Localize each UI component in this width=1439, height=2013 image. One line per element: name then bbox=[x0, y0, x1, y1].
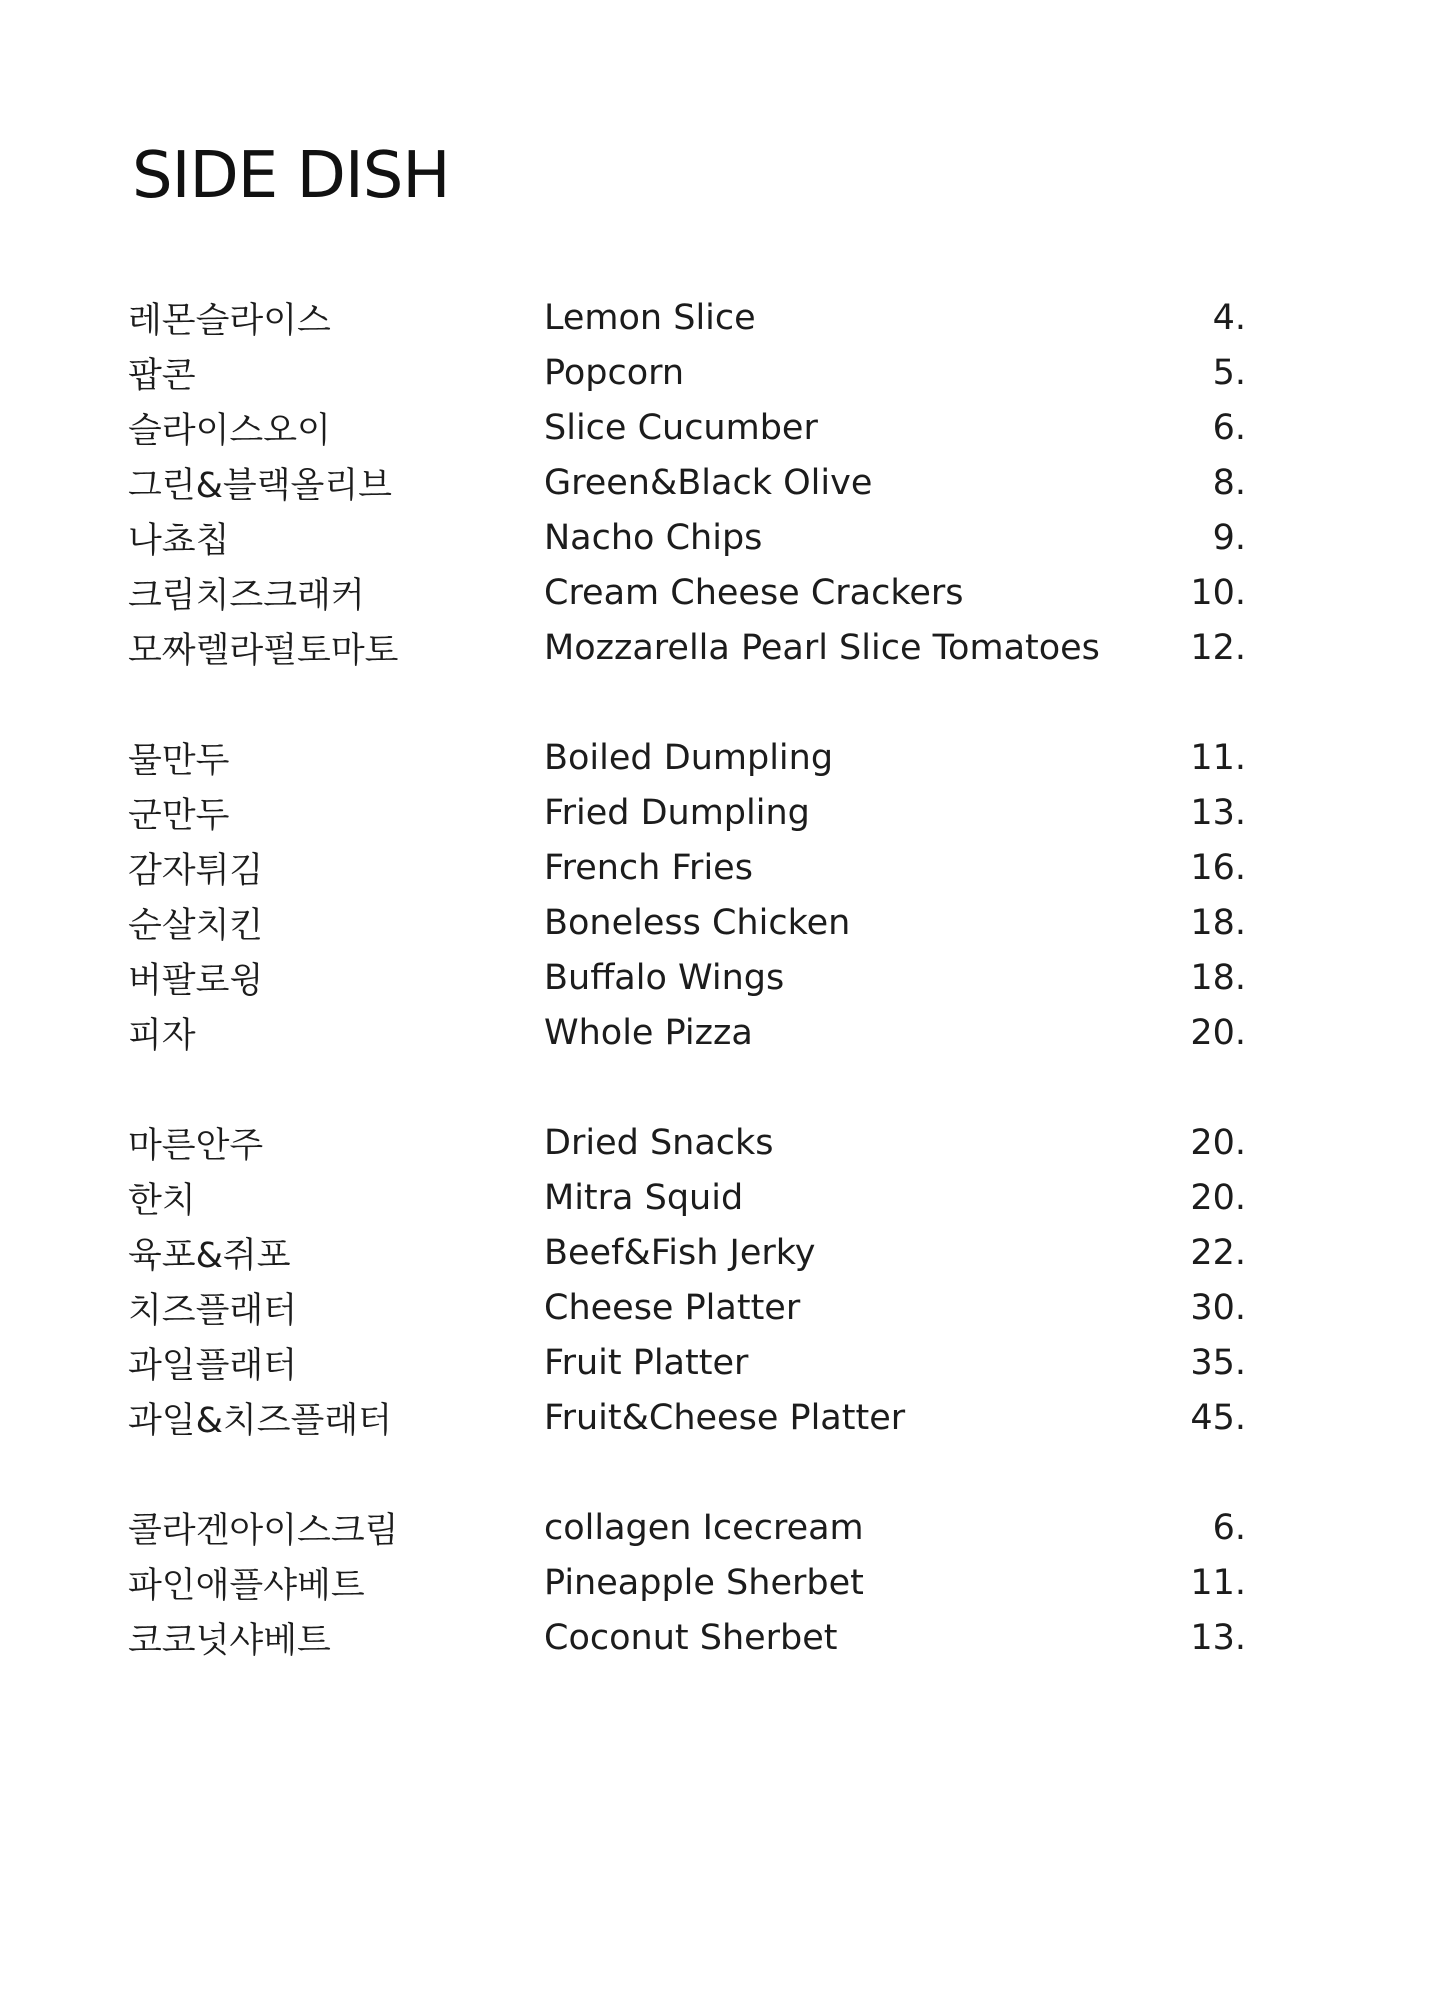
item-name-korean: 나쵸칩 bbox=[128, 520, 230, 561]
menu-list bbox=[128, 290, 1246, 1720]
menu-item bbox=[128, 1005, 1246, 1060]
item-price: 45. bbox=[1190, 1397, 1246, 1438]
menu-section bbox=[128, 1500, 1246, 1665]
item-price: 8. bbox=[1212, 462, 1246, 503]
menu-section bbox=[128, 290, 1246, 675]
menu-item bbox=[128, 565, 1246, 620]
item-name-english: Boiled Dumpling bbox=[544, 737, 834, 778]
item-price: 13. bbox=[1190, 1617, 1246, 1658]
menu-item bbox=[128, 1610, 1246, 1665]
menu-item bbox=[128, 510, 1246, 565]
menu-item bbox=[128, 785, 1246, 840]
item-name-korean: 그린&블랙올리브 bbox=[128, 465, 392, 506]
item-price: 18. bbox=[1190, 902, 1246, 943]
item-name-korean: 파인애플샤베트 bbox=[128, 1565, 365, 1606]
item-name-english: French Fries bbox=[544, 847, 753, 888]
item-name-english: Beef&Fish Jerky bbox=[544, 1232, 816, 1273]
item-name-korean: 팝콘 bbox=[128, 355, 196, 396]
item-price: 16. bbox=[1190, 847, 1246, 888]
item-name-english: Mitra Squid bbox=[544, 1177, 744, 1218]
menu-item bbox=[128, 1555, 1246, 1610]
item-price: 5. bbox=[1212, 352, 1246, 393]
item-name-english: Popcorn bbox=[544, 352, 685, 393]
item-name-english: Fruit&Cheese Platter bbox=[544, 1397, 906, 1438]
item-name-english: Dried Snacks bbox=[544, 1122, 774, 1163]
item-price: 20. bbox=[1190, 1177, 1246, 1218]
page-title: SIDE DISH bbox=[132, 139, 450, 213]
item-price: 20. bbox=[1190, 1122, 1246, 1163]
menu-item bbox=[128, 1225, 1246, 1280]
menu-item bbox=[128, 1170, 1246, 1225]
menu-item bbox=[128, 400, 1246, 455]
menu-item bbox=[128, 730, 1246, 785]
menu-item bbox=[128, 950, 1246, 1005]
item-name-english: Green&Black Olive bbox=[544, 462, 873, 503]
menu-item bbox=[128, 895, 1246, 950]
item-name-korean: 콜라겐아이스크림 bbox=[128, 1510, 399, 1551]
menu-section bbox=[128, 1115, 1246, 1445]
item-price: 11. bbox=[1190, 737, 1246, 778]
item-name-english: Fried Dumpling bbox=[544, 792, 810, 833]
item-price: 20. bbox=[1190, 1012, 1246, 1053]
item-price: 30. bbox=[1190, 1287, 1246, 1328]
item-price: 6. bbox=[1212, 1507, 1246, 1548]
item-name-english: Nacho Chips bbox=[544, 517, 763, 558]
item-name-korean: 치즈플래터 bbox=[128, 1290, 298, 1331]
item-price: 12. bbox=[1190, 627, 1246, 668]
item-name-korean: 슬라이스오이 bbox=[128, 410, 331, 451]
item-name-english: Cream Cheese Crackers bbox=[544, 572, 964, 613]
item-name-english: Whole Pizza bbox=[544, 1012, 753, 1053]
item-price: 22. bbox=[1190, 1232, 1246, 1273]
menu-item bbox=[128, 455, 1246, 510]
item-name-korean: 육포&쥐포 bbox=[128, 1235, 291, 1276]
item-name-english: Coconut Sherbet bbox=[544, 1617, 838, 1658]
item-name-english: Cheese Platter bbox=[544, 1287, 801, 1328]
item-name-korean: 마른안주 bbox=[128, 1125, 264, 1166]
item-name-korean: 피자 bbox=[128, 1015, 196, 1056]
menu-item bbox=[128, 1500, 1246, 1555]
menu-item bbox=[128, 1280, 1246, 1335]
item-name-korean: 버팔로윙 bbox=[128, 960, 264, 1001]
item-name-english: Lemon Slice bbox=[544, 297, 756, 338]
item-name-english: Mozzarella Pearl Slice Tomatoes bbox=[544, 627, 1100, 668]
item-price: 13. bbox=[1190, 792, 1246, 833]
item-name-english: Fruit Platter bbox=[544, 1342, 749, 1383]
item-name-korean: 물만두 bbox=[128, 740, 230, 781]
item-name-korean: 한치 bbox=[128, 1180, 196, 1221]
item-name-korean: 감자튀김 bbox=[128, 850, 264, 891]
item-name-english: Slice Cucumber bbox=[544, 407, 818, 448]
item-name-english: Buffalo Wings bbox=[544, 957, 785, 998]
item-name-korean: 모짜렐라펄토마토 bbox=[128, 630, 399, 671]
item-name-korean: 순살치킨 bbox=[128, 905, 264, 946]
item-name-english: collagen Icecream bbox=[544, 1507, 864, 1548]
item-name-korean: 크림치즈크래커 bbox=[128, 575, 365, 616]
menu-item bbox=[128, 290, 1246, 345]
item-price: 18. bbox=[1190, 957, 1246, 998]
menu-item bbox=[128, 345, 1246, 400]
menu-section bbox=[128, 730, 1246, 1060]
menu-item bbox=[128, 620, 1246, 675]
item-price: 10. bbox=[1190, 572, 1246, 613]
item-price: 35. bbox=[1190, 1342, 1246, 1383]
item-name-english: Boneless Chicken bbox=[544, 902, 851, 943]
item-name-korean: 코코넛샤베트 bbox=[128, 1620, 331, 1661]
item-name-korean: 군만두 bbox=[128, 795, 230, 836]
item-price: 11. bbox=[1190, 1562, 1246, 1603]
item-name-korean: 과일&치즈플래터 bbox=[128, 1400, 392, 1441]
item-name-korean: 레몬슬라이스 bbox=[128, 300, 331, 341]
menu-item bbox=[128, 1390, 1246, 1445]
item-price: 4. bbox=[1212, 297, 1246, 338]
item-name-english: Pineapple Sherbet bbox=[544, 1562, 864, 1603]
menu-item bbox=[128, 1335, 1246, 1390]
menu-item bbox=[128, 840, 1246, 895]
menu-item bbox=[128, 1115, 1246, 1170]
item-name-korean: 과일플래터 bbox=[128, 1345, 298, 1386]
item-price: 9. bbox=[1212, 517, 1246, 558]
item-price: 6. bbox=[1212, 407, 1246, 448]
